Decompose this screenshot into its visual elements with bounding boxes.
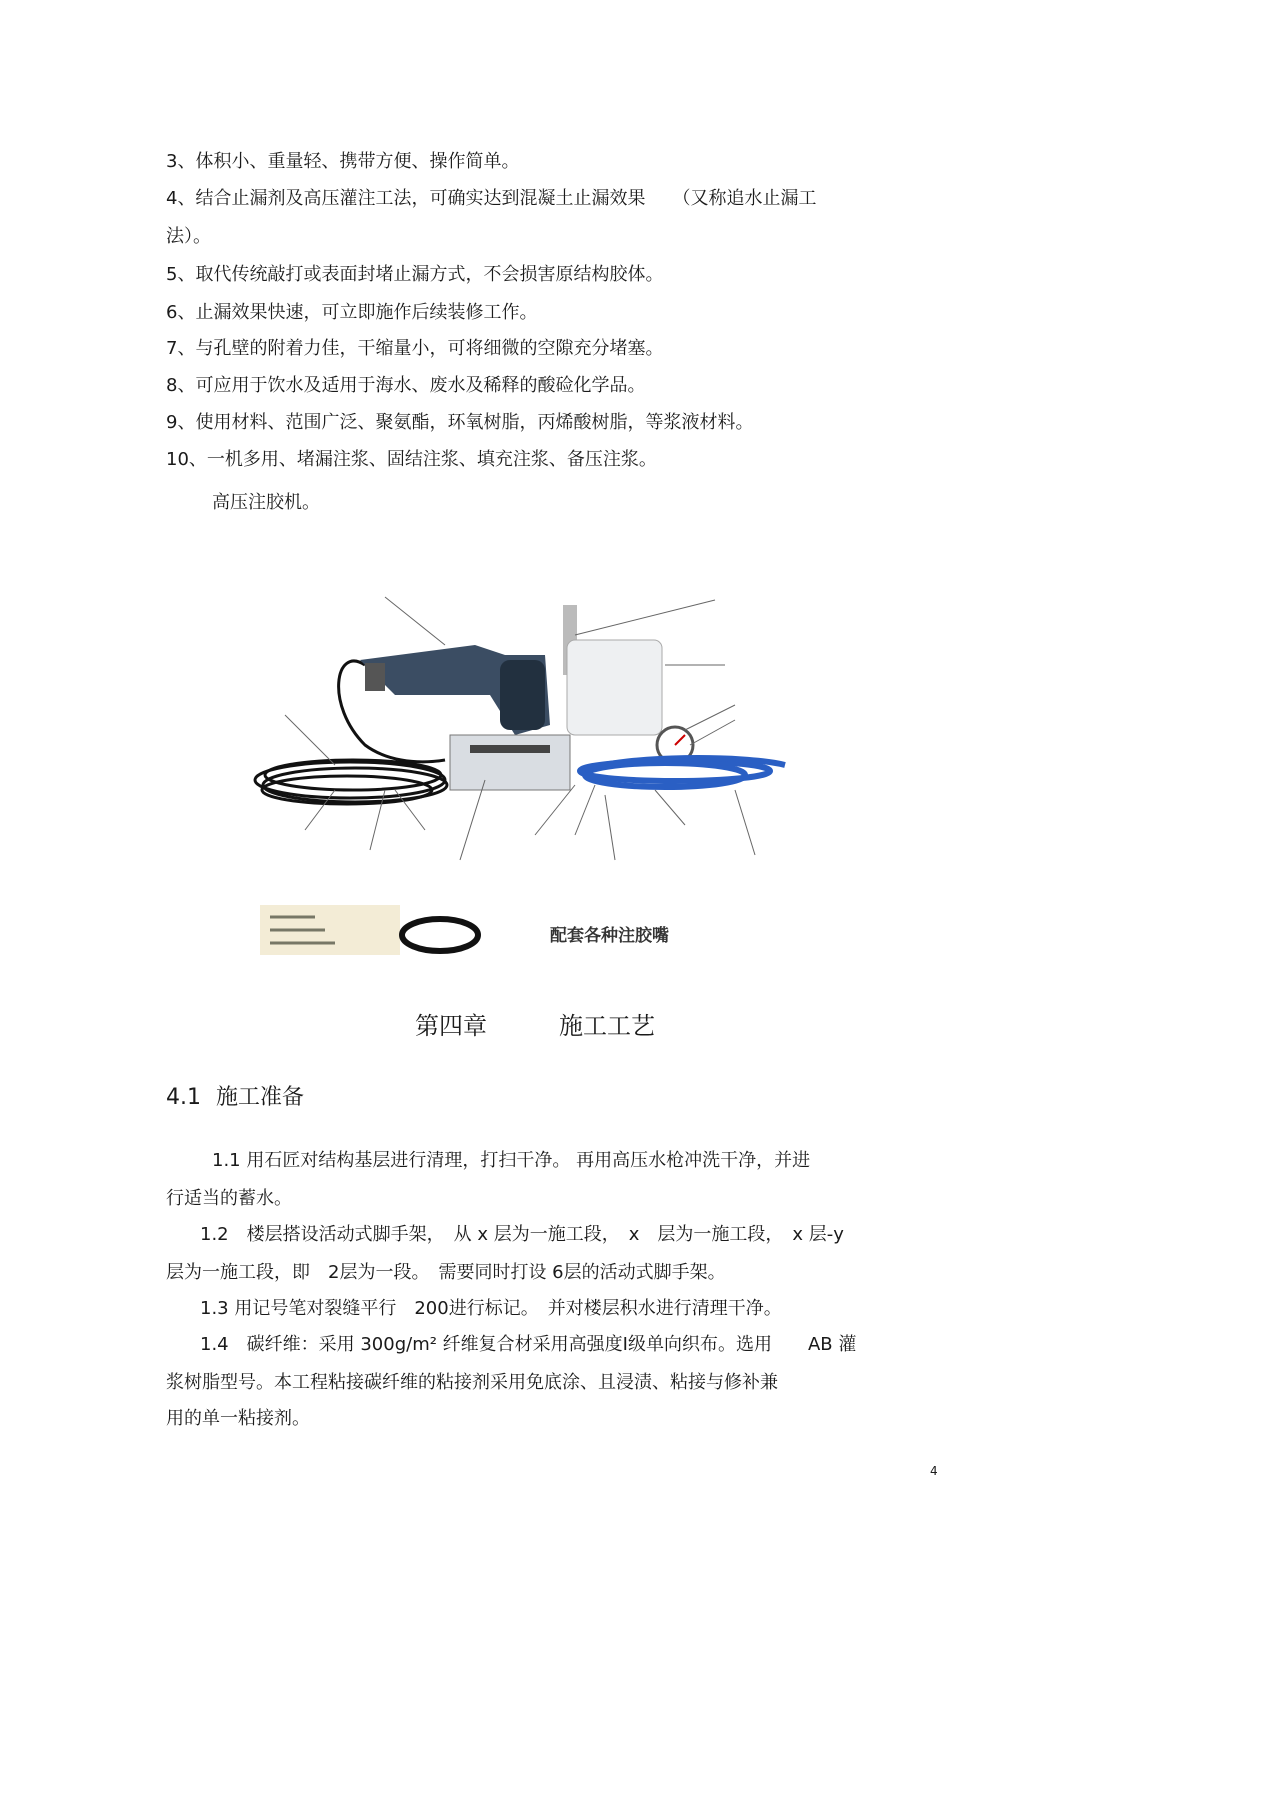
feature-item-6: 6、止漏效果快速，可立即施作后续装修工作。 [166,302,538,323]
paragraph-1-4: 1.4 碳纤维：采用 300g/m² 纤维复合材采用高强度Ⅰ级单向织布。选用 AB 灌 [200,1334,857,1355]
section-heading [166,1080,304,1111]
injection-machine-figure [245,585,815,970]
blue-hose-illustration [580,758,785,787]
electric-drill-illustration [360,645,550,735]
feature-item-10: 10、一机多用、堵漏注浆、固结注浆、填充注浆、备压注浆。 [166,449,657,470]
paragraph-1-1: 1.1 用石匠对结构基层进行清理，打扫干净。 再用高压水枪冲洗干净，并进 [212,1150,811,1171]
feature-item-9: 9、使用材料、范围广泛、聚氨酯，环氧树脂，丙烯酸树脂，等浆液材料。 [166,412,754,433]
feature-item-8: 8、可应用于饮水及适用于海水、废水及稀释的酸硷化学品。 [166,375,646,396]
pump-housing-illustration [450,735,570,790]
fluid-tank-illustration [563,605,662,735]
feature-item-4-continued: 法）。 [166,226,211,247]
feature-item-4: 4、结合止漏剂及高压灌注工法，可确实达到混凝土止漏效果 （又称追水止漏工 [166,188,817,209]
page-number: 4 [930,1464,938,1478]
feature-item-5: 5、取代传统敲打或表面封堵止漏方式，不会损害原结构胶体。 [166,264,664,285]
machine-caption: 高压注胶机。 [212,492,320,513]
paragraph-1-2-continued: 层为一施工段，即 2层为一段。 需要同时打设 6层的活动式脚手架。 [166,1262,726,1283]
nozzle-caption: 配套各种注胶嘴 [550,926,669,946]
chapter-title: 第四章 施工工艺 [415,1012,655,1040]
paragraph-1-3: 1.3 用记号笔对裂缝平行 200进行标记。 并对楼层积水进行清理干净。 [200,1298,782,1319]
section-number: 4.1 [166,1085,201,1110]
paragraph-1-4-end: 用的单一粘接剂。 [166,1408,310,1429]
section-title: 施工准备 [216,1085,305,1110]
feature-item-7: 7、与孔壁的附着力佳，干缩量小，可将细微的空隙充分堵塞。 [166,338,664,359]
feature-item-3: 3、体积小、重量轻、携带方便、操作简单。 [166,151,520,172]
paragraph-1-2: 1.2 楼层搭设活动式脚手架， 从 x 层为一施工段， x 层为一施工段， x 层-y [200,1224,844,1245]
paragraph-1-1-continued: 行适当的蓄水。 [166,1188,292,1209]
paragraph-1-4-continued: 浆树脂型号。本工程粘接碳纤维的粘接剂采用免底涂、且浸渍、粘接与修补兼 [166,1372,778,1393]
nozzles-illustration [260,905,478,955]
